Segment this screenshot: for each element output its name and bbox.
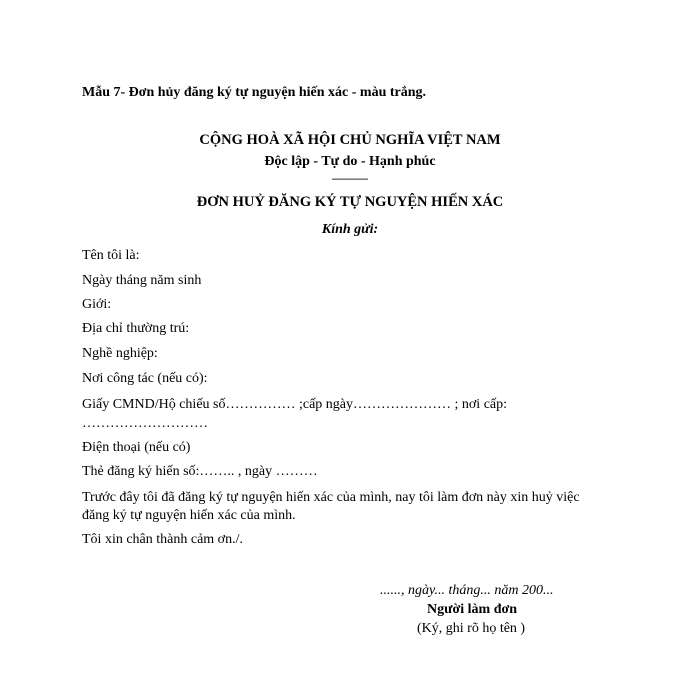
body-paragraph-line-1: Trước đây tôi đã đăng ký tự nguyện hiến xác của mình, nay tôi làm đơn này xin huỷ việc	[82, 490, 580, 505]
signature-note: (Ký, ghi rõ họ tên )	[417, 621, 526, 636]
field-id-card: Giấy CMND/Hộ chiếu số…………… ;cấp ngày………………… ; nơi cấp:	[82, 397, 508, 412]
field-workplace: Nơi công tác (nếu có):	[82, 371, 208, 386]
national-title: CỘNG HOÀ XÃ HỘI CHỦ NGHĨA VIỆT NAM	[199, 132, 501, 148]
thanks-line: Tôi xin chân thành cảm ơn./.	[82, 532, 243, 547]
field-address: Địa chỉ thường trú:	[82, 321, 190, 336]
form-title: Mẫu 7- Đơn hủy đăng ký tự nguyện hiến xác - màu trắng.	[82, 85, 427, 100]
field-phone: Điện thoại (nếu có)	[82, 440, 191, 455]
document-title: ĐƠN HUỶ ĐĂNG KÝ TỰ NGUYỆN HIẾN XÁC	[196, 194, 504, 210]
field-id-card-continued: ………………………	[82, 416, 208, 431]
date-line: ......, ngày... tháng... năm 200...	[380, 583, 554, 598]
body-paragraph-line-2: đăng ký tự nguyện hiến xác của mình.	[82, 508, 296, 523]
field-donor-card: Thẻ đăng ký hiến số:…….. , ngày ………	[82, 464, 318, 479]
field-name: Tên tôi là:	[82, 248, 140, 263]
field-gender: Giới:	[82, 297, 112, 312]
field-date-of-birth: Ngày tháng năm sinh	[82, 273, 202, 288]
addressee-label: Kính gửi:	[321, 222, 379, 237]
title-rule: ———	[332, 171, 368, 185]
signer-label: Người làm đơn	[427, 602, 518, 617]
field-occupation: Nghề nghiệp:	[82, 346, 158, 361]
national-motto: Độc lập - Tự do - Hạnh phúc	[264, 154, 436, 169]
